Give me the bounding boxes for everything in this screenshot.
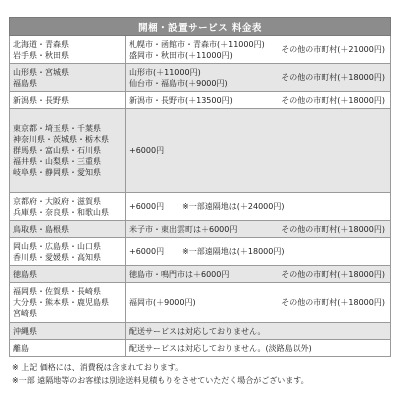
region-line: 新潟県・長野県 xyxy=(13,95,69,105)
fee-details xyxy=(129,39,265,61)
region-cell xyxy=(10,283,126,323)
fee-line: 札幌市・函館市・青森市(＋11000円) xyxy=(129,39,265,49)
region-line: 沖縄県 xyxy=(13,326,37,336)
fee-line: 米子市・東出雲町は＋6000円 xyxy=(129,224,238,234)
fee-cell xyxy=(126,64,391,92)
other-municipalities-fee: その他の市町村(＋18000円) xyxy=(281,95,385,105)
region-cell xyxy=(10,92,126,109)
fee-cell xyxy=(126,193,391,221)
region-line: 福井県・山梨県・三重県 xyxy=(13,157,101,166)
table-row xyxy=(10,238,391,266)
region-cell xyxy=(10,36,126,64)
region-line: 香川県・愛媛県・高知県 xyxy=(13,252,101,262)
region-line: 兵庫県・奈良県・和歌山県 xyxy=(13,207,109,217)
region-cell xyxy=(10,109,126,193)
fee-line: +6000円 xyxy=(129,146,165,155)
remote-area-note: ※一部遠隔地は(＋24000円) xyxy=(182,202,285,211)
region-line: 福岡県・佐賀県・長崎県 xyxy=(13,287,101,296)
region-line: 岡山県・広島県・山口県 xyxy=(13,241,101,251)
table-row xyxy=(10,64,391,92)
region-cell xyxy=(10,323,126,340)
other-municipalities-fee: その他の市町村(＋18000円) xyxy=(281,298,385,307)
region-cell xyxy=(10,193,126,221)
fee-details xyxy=(129,224,237,235)
fee-table-body xyxy=(10,36,391,357)
fee-table xyxy=(9,17,391,357)
region-line: 神奈川県・茨城県・栃木県 xyxy=(13,135,109,144)
fee-cell xyxy=(126,283,391,323)
fee-details xyxy=(129,326,265,337)
other-municipalities-fee: その他の市町村(＋21000円) xyxy=(281,45,385,54)
fee-line: 福岡市(＋9000円) xyxy=(129,298,196,307)
table-row xyxy=(10,340,391,357)
fee-details xyxy=(129,343,312,354)
region-line: 岐阜県・静岡県・愛知県 xyxy=(13,168,101,177)
fee-line: 配送サービスは対応しておりません。 xyxy=(129,326,266,336)
fee-details xyxy=(129,145,164,156)
fee-table-sheet xyxy=(9,17,390,394)
fee-details xyxy=(129,67,228,89)
fee-cell xyxy=(126,221,391,238)
fee-details xyxy=(129,95,233,106)
fee-line: 盛岡市・秋田市(＋11000円) xyxy=(129,50,233,60)
region-cell xyxy=(10,238,126,266)
fee-details xyxy=(129,246,164,257)
table-row xyxy=(10,92,391,109)
region-cell xyxy=(10,64,126,92)
table-title: 開梱・設置サービス 料金表 xyxy=(10,18,391,36)
other-municipalities-fee: その他の市町村(＋18000円) xyxy=(281,224,385,234)
region-line: 北海道・青森県 xyxy=(13,39,69,49)
region-line: 大分県・熊本県・鹿児島県 xyxy=(13,298,109,307)
region-cell xyxy=(10,340,126,357)
fee-line: 新潟市・長野市(＋13500円) xyxy=(129,95,233,105)
table-row xyxy=(10,283,391,323)
region-line: 岩手県・秋田県 xyxy=(13,50,69,60)
table-row xyxy=(10,323,391,340)
fee-cell xyxy=(126,340,391,357)
region-line: 徳島県 xyxy=(13,269,37,279)
region-cell xyxy=(10,221,126,238)
region-line: 離島 xyxy=(13,343,29,353)
region-line: 群馬県・富山県・石川県 xyxy=(13,146,101,155)
region-line: 山形県・宮城県 xyxy=(13,67,69,77)
fee-cell xyxy=(126,266,391,283)
region-line: 鳥取県・島根県 xyxy=(13,224,69,234)
region-cell xyxy=(10,266,126,283)
other-municipalities-fee: その他の市町村(＋18000円) xyxy=(281,269,385,279)
note-remote: ※一部 遠隔地等のお客様は別途送料見積もりをさせていただく場合がございます。 xyxy=(12,376,309,385)
fee-cell xyxy=(126,238,391,266)
table-row xyxy=(10,109,391,193)
other-municipalities-fee: その他の市町村(＋18000円) xyxy=(281,73,385,82)
region-line: 宮崎県 xyxy=(13,309,37,318)
region-line: 福島県 xyxy=(13,78,37,88)
note-tax: ※ 上記 価格には、消費税は含まれております。 xyxy=(12,363,184,372)
remote-area-note: ※一部遠隔地は(＋18000円) xyxy=(182,247,285,256)
fee-cell xyxy=(126,323,391,340)
fee-details xyxy=(129,297,196,308)
fee-line: 仙台市・福島市(＋9000円) xyxy=(129,78,228,88)
fee-cell xyxy=(126,109,391,193)
region-line: 京都府・大阪府・滋賀県 xyxy=(13,196,101,206)
fee-line: +6000円 xyxy=(129,202,165,211)
table-row xyxy=(10,36,391,64)
fee-details xyxy=(129,269,229,280)
fee-line: +6000円 xyxy=(129,247,165,256)
notes xyxy=(9,361,390,387)
fee-line: 配送サービスは対応しておりません。(淡路島以外) xyxy=(129,343,312,353)
fee-cell xyxy=(126,36,391,64)
table-row xyxy=(10,221,391,238)
fee-cell xyxy=(126,92,391,109)
fee-line: 徳島市・鳴門市は＋6000円 xyxy=(129,269,230,279)
fee-details xyxy=(129,201,164,212)
fee-line: 山形市(＋11000円) xyxy=(129,67,201,77)
table-row xyxy=(10,266,391,283)
table-row xyxy=(10,193,391,221)
region-line: 東京都・埼玉県・千葉県 xyxy=(13,124,101,133)
